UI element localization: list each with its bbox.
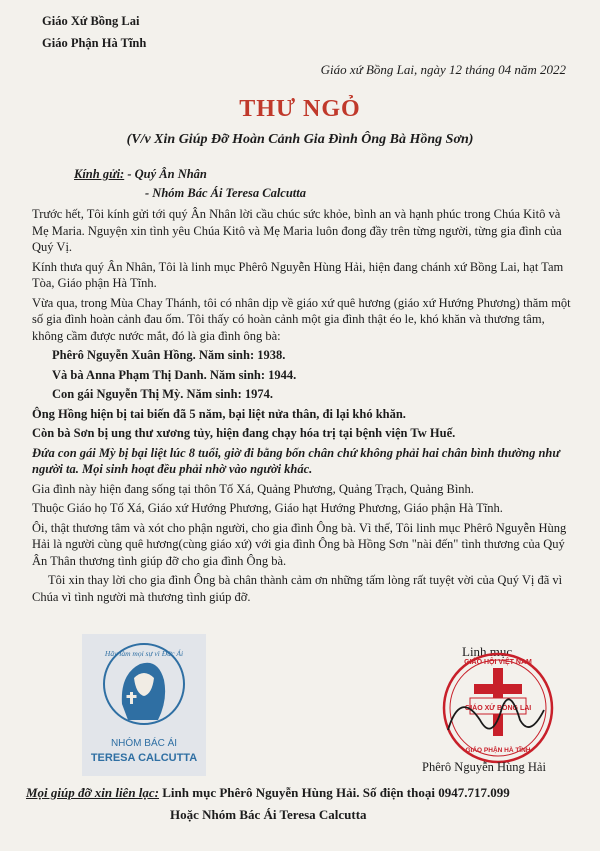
contact-line-1 xyxy=(26,785,510,801)
seal-middle-text: GIÁO XỨ BỒNG LAI xyxy=(464,705,532,712)
paragraph-thanks: Tôi xin thay lời cho gia đình Ông bà chân thành cảm ơn những tấm lòng rất tuyệt vời của Quý Vị đã vì Chúa vì tình người mà thương tình giúp đỡ. xyxy=(32,573,563,604)
paragraph-introduction: Kính thưa quý Ân Nhân, Tôi là linh mục Phêrô Nguyễn Hùng Hải, hiện đang chánh xứ Bồng Lai, hạt Tam Tòa, Giáo phận Hà Tĩnh. xyxy=(32,259,564,290)
letter-title: THƯ NGỎ xyxy=(239,96,361,122)
family-member-2: Và bà Anna Phạm Thị Danh. Năm sinh: 1944. xyxy=(52,367,297,382)
charity-logo xyxy=(82,634,206,776)
situation-father: Ông Hồng hiện bị tai biến đã 5 năm, bại liệt nửa thân, đi lại khó khăn. xyxy=(32,406,406,421)
paragraph-greeting: Trước hết, Tôi kính gửi tới quý Ân Nhân lời cầu chúc sức khỏe, bình an và hạnh phúc trong Chúa Kitô và Mẹ Maria. Nguyện xin tình yêu Chúa Kitô và Mẹ Maria luôn đong đầy trên từng người, từng gia đình của Quý Vị. xyxy=(32,207,562,254)
letter-body xyxy=(32,206,576,608)
salutation-line-2: - Nhóm Bác Ái Teresa Calcutta xyxy=(145,186,307,200)
letter-subtitle: (V/v Xin Giúp Đỡ Hoàn Cảnh Gia Đình Ông Bà Hồng Sơn) xyxy=(126,132,474,147)
situation-mother: Còn bà Sơn bị ung thư xương tủy, hiện đang chạy hóa trị tại bệnh viện Tw Huế. xyxy=(32,426,456,440)
paragraph-address: Gia đình này hiện đang sống tại thôn Tố Xá, Quảng Phương, Quảng Trạch, Quảng Bình. xyxy=(32,481,474,496)
logo-org-line-2: TERESA CALCUTTA xyxy=(90,752,198,764)
paragraph-parish: Thuộc Giáo họ Tố Xá, Giáo xứ Hướng Phương, Giáo hạt Hướng Phương, Giáo phận Hà Tĩnh. xyxy=(32,501,503,515)
signer-role: Linh mục xyxy=(462,644,513,659)
seal-top-text: GIÁO HỘI VIỆT NAM xyxy=(464,659,532,666)
letter-date: Giáo xứ Bồng Lai, ngày 12 tháng 04 năm 2022 xyxy=(320,62,566,77)
salutation-line-1: - Quý Ân Nhân xyxy=(124,167,207,181)
contact-details: Linh mục Phêrô Nguyễn Hùng Hải. Số điện thoại 0947.717.099 xyxy=(159,785,510,800)
logo-org-line-1: NHÓM BÁC ÁI xyxy=(110,738,178,749)
situation-daughter: Đứa con gái Mỳ bị bại liệt lúc 8 tuổi, giờ đi bằng bốn chân chứ không phải hai chân bình thường như người ta. Mọi sinh hoạt đều phải nhờ vào người khác. xyxy=(32,445,560,476)
family-member-1: Phêrô Nguyễn Xuân Hồng. Năm sinh: 1938. xyxy=(52,348,286,362)
salutation-label: Kính gửi: xyxy=(74,167,125,181)
logo-motto: Hãy làm mọi sự vì Đức Ái xyxy=(104,649,184,658)
paragraph-visit: Vừa qua, trong Mùa Chay Thánh, tôi có nhân dịp về giáo xứ quê hương (giáo xứ Hướng Phương) thăm một số gia đình hoàn cảnh đau ốm. Tôi thấy có hoàn cảnh một gia đình thật éo le, khó khăn và thương tâm, không cầm được nước mắt, đó là gia đình ông bà: xyxy=(32,295,571,343)
parish-name: Giáo Xứ Bồng Lai xyxy=(42,14,140,28)
salutation xyxy=(74,167,207,182)
seal-bottom-text: GIÁO PHẬN HÀ TĨNH xyxy=(465,747,531,754)
signer-name: Phêrô Nguyễn Hùng Hải xyxy=(422,760,546,774)
contact-line-2: Hoặc Nhóm Bác Ái Teresa Calcutta xyxy=(170,807,367,822)
parish-seal xyxy=(440,650,556,766)
family-member-3: Con gái Nguyễn Thị Mỳ. Năm sinh: 1974. xyxy=(52,387,273,401)
contact-label: Mọi giúp đỡ xin liên lạc: xyxy=(26,785,160,800)
diocese-name: Giáo Phận Hà Tĩnh xyxy=(42,36,147,50)
paragraph-appeal: Ôi, thật thương tâm và xót cho phận người, cho gia đình Ông bà. Vì thế, Tôi linh mục Phêrô Nguyễn Hùng Hải là người cùng quê hương(cùng giáo xứ) với gia đình Ông bà Hồng Sơn "nài đến" tình thương của Quý Ân Thân thương tình giúp đỡ cho gia đình Ông bà. xyxy=(32,520,567,568)
